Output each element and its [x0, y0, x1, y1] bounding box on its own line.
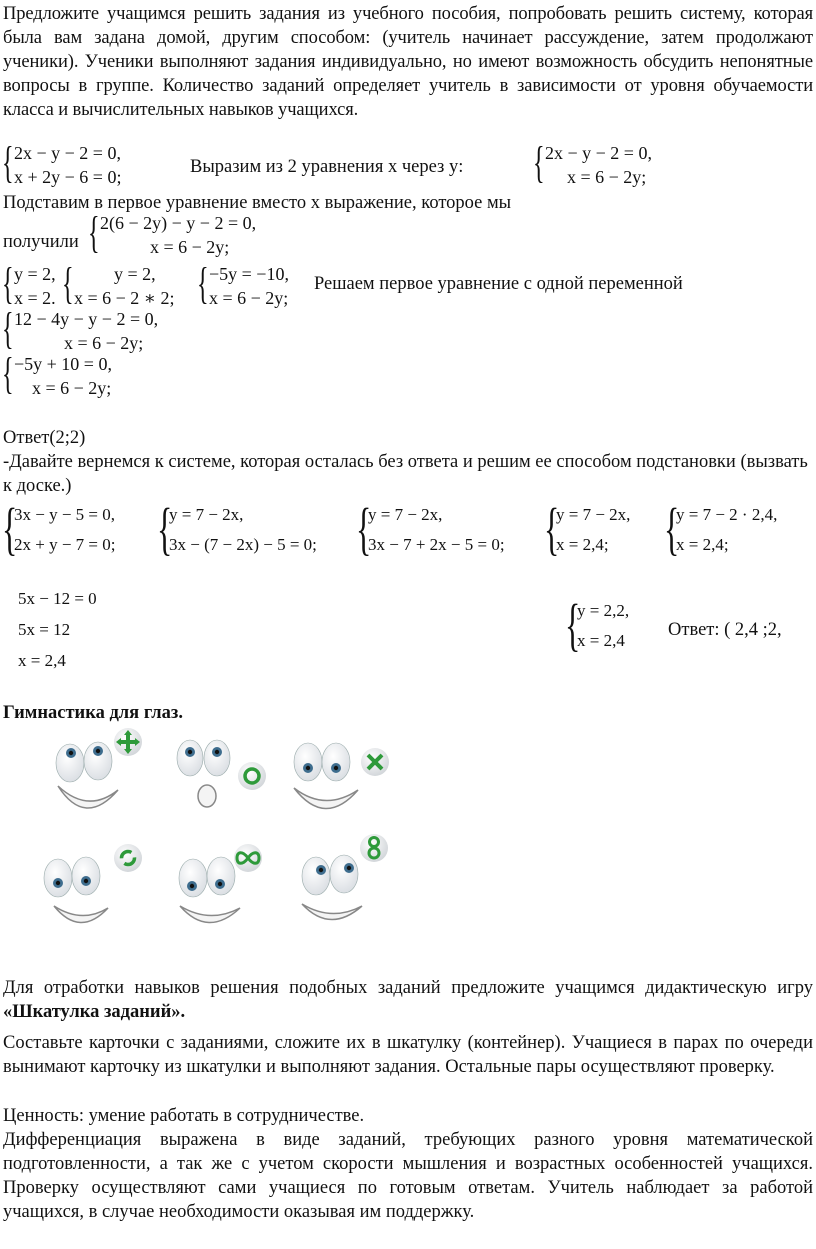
face-5 [179, 844, 262, 923]
calculation [18, 583, 97, 676]
eq-line: x = 6 − 2 ∗ 2; [74, 288, 175, 308]
system-4b: { y = 2, x = 6 − 2 ∗ 2; [62, 259, 175, 308]
face-4 [44, 844, 142, 923]
calc-line: 5x = 12 [18, 620, 71, 639]
face-6 [302, 834, 388, 920]
didactic-game-name: «Шкатулка заданий». [3, 1002, 186, 1022]
system-1: { 2x − y − 2 = 0, x + 2y − 6 = 0; [2, 138, 122, 187]
sub-system-4: { y = 7 − 2x, x = 2,4; [544, 496, 631, 561]
eq-line: 3x − y − 5 = 0, [14, 505, 116, 524]
return-text: -Давайте вернемся к системе, которая осталась без ответа и решим ее способом подстановки (вызвать к доске.) [3, 452, 808, 496]
eq-line: 2(6 − 2y) − y − 2 = 0, [100, 213, 257, 233]
eye-gymnastics-faces [40, 728, 460, 938]
system-2: { 2x − y − 2 = 0, x = 6 − 2y; [533, 138, 652, 187]
diff-paragraph: Дифференциация выражена в виде заданий, требующих разного уровня математической подготовленности, а так же с учетом скорости мышления и возрастных особенностей учащихся. Проверку осуществляют сами учащиеся по готовым ответам. Учитель наблюдает за работой учащихся, в случае необходимости оказывая им поддержку. [3, 1130, 813, 1222]
calc-line: 5x − 12 = 0 [18, 589, 97, 608]
answer-2: Ответ: ( 2,4 ;2, [668, 620, 782, 640]
eq-line: x = 6 − 2y; [32, 378, 112, 398]
eq-line: 2x + y − 7 = 0; [14, 535, 116, 554]
eq-line: 3x − (7 − 2x) − 5 = 0; [169, 535, 317, 554]
didactic-paragraph [3, 976, 813, 1024]
eq-line: 2x − y − 2 = 0, [14, 143, 121, 163]
sub-system-1: { 3x − y − 5 = 0, 2x + y − 7 = 0; [2, 496, 116, 561]
eq-line: x = 6 − 2y; [209, 288, 289, 308]
eq-line: x = 2,4; [676, 535, 729, 554]
sub-system-5: { y = 7 − 2 · 2,4, x = 2,4; [664, 496, 778, 561]
system-4a: { y = 2, x = 2. [2, 259, 56, 308]
answer-1: Ответ(2;2) [3, 428, 86, 448]
eq-line: 3x − 7 + 2x − 5 = 0; [368, 535, 505, 554]
eq-line: −5y + 10 = 0, [14, 354, 112, 374]
system-5: { 12 − 4y − y − 2 = 0, x = 6 − 2y; [2, 304, 159, 353]
eq-line: x = 6 − 2y; [567, 167, 647, 187]
eq-line: −5y = −10, [209, 264, 289, 284]
eq-line: y = 7 − 2x, [169, 505, 244, 524]
face-3 [294, 743, 389, 809]
face-1 [56, 728, 142, 808]
express-text: Выразим из 2 уравнения x через y: [190, 157, 464, 177]
eq-line: x = 2,4 [577, 631, 625, 650]
eq-line: y = 7 − 2 · 2,4, [676, 505, 778, 524]
intro-paragraph: Предложите учащимся решить задания из учебного пособия, попробовать решить систему, которая была вам задана домой, другим способом: (учитель начинает рассуждение, затем продолжают ученики). Ученики выполняют задания индивидуально, но имеют возможность обсудить непонятные вопросы в группе. Количество заданий определяет учитель в зависимости от уровня обучаемости класса и вычислительных навыков учащихся. [3, 4, 813, 120]
eq-line: 2x − y − 2 = 0, [545, 143, 652, 163]
eq-line: y = 7 − 2x, [368, 505, 443, 524]
calc-line: x = 2,4 [18, 651, 66, 670]
eq-line: y = 2,2, [577, 601, 630, 620]
system-4c: { −5y = −10, x = 6 − 2y; [197, 259, 289, 308]
cards-paragraph: Составьте карточки с заданиями, сложите их в шкатулку (контейнер). Учащиеся в парах по очереди вынимают карточку из шкатулки и выполняют задания. Остальные пары осуществляют проверку. [3, 1033, 813, 1077]
eq-line: x = 2,4; [556, 535, 609, 554]
eq-line: y = 2, [14, 264, 56, 284]
eq-line: y = 7 − 2x, [556, 505, 631, 524]
sub-system-2: { y = 7 − 2x, 3x − (7 − 2x) − 5 = 0; [157, 496, 317, 561]
value-paragraph: Ценность: умение работать в сотрудничестве. [3, 1106, 365, 1126]
face-2 [177, 740, 266, 807]
gym-title: Гимнастика для глаз. [3, 703, 183, 723]
system-6: { −5y + 10 = 0, x = 6 − 2y; [2, 349, 112, 398]
system-3: { 2(6 − 2y) − y − 2 = 0, x = 6 − 2y; [88, 208, 257, 257]
substitute-text-2: получили [3, 232, 79, 252]
sub-system-3: { y = 7 − 2x, 3x − 7 + 2x − 5 = 0; [356, 496, 505, 561]
eq-line: x = 6 − 2y; [150, 237, 230, 257]
eq-line: x = 6 − 2y; [64, 333, 144, 353]
eq-line: x = 2. [14, 288, 56, 308]
substitute-text: Подставим в первое уравнение вместо x выражение, которое мы [3, 193, 512, 213]
eq-line: 12 − 4y − y − 2 = 0, [14, 309, 159, 329]
eq-line: x + 2y − 6 = 0; [14, 167, 122, 187]
eq-line: y = 2, [114, 264, 156, 284]
didactic-prefix: Для отработки навыков решения подобных заданий предложите учащимся дидактическую игру [3, 978, 813, 998]
solve-text: Решаем первое уравнение с одной переменной [314, 274, 683, 294]
final-system: { y = 2,2, x = 2,4 [565, 592, 630, 657]
